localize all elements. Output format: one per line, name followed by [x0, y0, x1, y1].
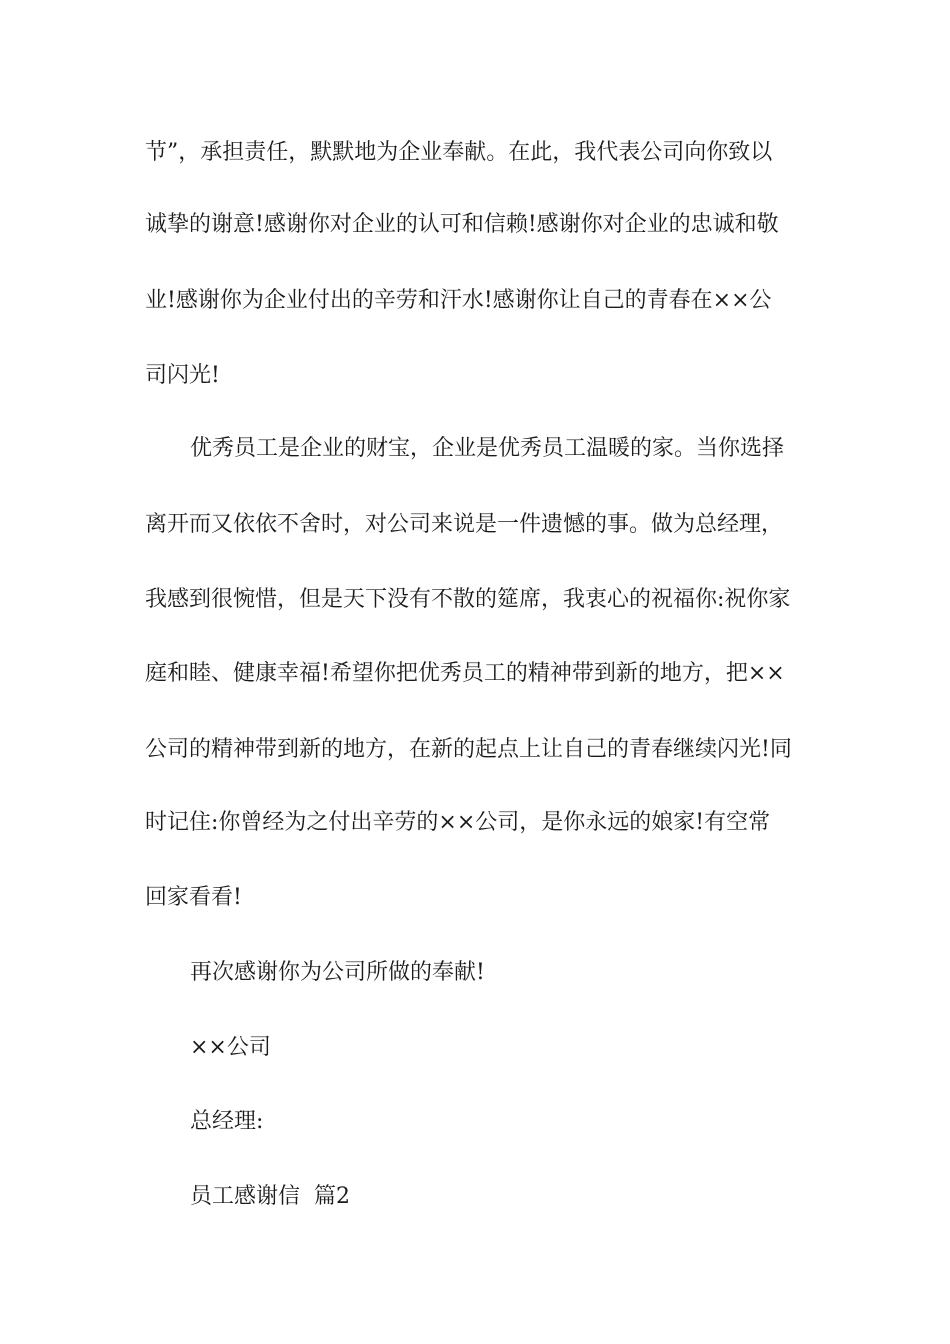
paragraph-line: 庭和睦、健康幸福!希望你把优秀员工的精神带到新的地方，把×× — [145, 661, 785, 686]
paragraph-line: 时记住:你曾经为之付出辛劳的××公司，是你永远的娘家!有空常 — [145, 810, 771, 835]
signature-label: 总经理: — [190, 1109, 264, 1134]
paragraph-line: 我感到很惋惜，但是天下没有不散的筵席，我衷心的祝福你:祝你家 — [145, 587, 791, 612]
paragraph-line: 司闪光! — [145, 363, 220, 388]
paragraph-line: 优秀员工是企业的财宝，企业是优秀员工温暖的家。当你选择 — [190, 436, 785, 461]
company-name: ××公司 — [190, 1035, 271, 1060]
paragraph-line: 节”，承担责任，默默地为企业奉献。在此，我代表公司向你致以 — [145, 140, 773, 165]
paragraph-line: 公司的精神带到新的地方，在新的起点上让自己的青春继续闪光!同 — [145, 737, 792, 762]
paragraph-line: 诚挚的谢意!感谢你对企业的认可和信赖!感谢你对企业的忠诚和敬 — [145, 212, 779, 237]
section-title: 员工感谢信 篇2 — [190, 1184, 350, 1209]
paragraph-line: 回家看看! — [145, 885, 242, 910]
paragraph-line: 业!感谢你为企业付出的辛劳和汗水!感谢你让自己的青春在××公 — [145, 288, 772, 313]
closing-line: 再次感谢你为公司所做的奉献! — [190, 960, 485, 985]
paragraph-line: 离开而又依依不舍时，对公司来说是一件遗憾的事。做为总经理， — [145, 512, 784, 537]
